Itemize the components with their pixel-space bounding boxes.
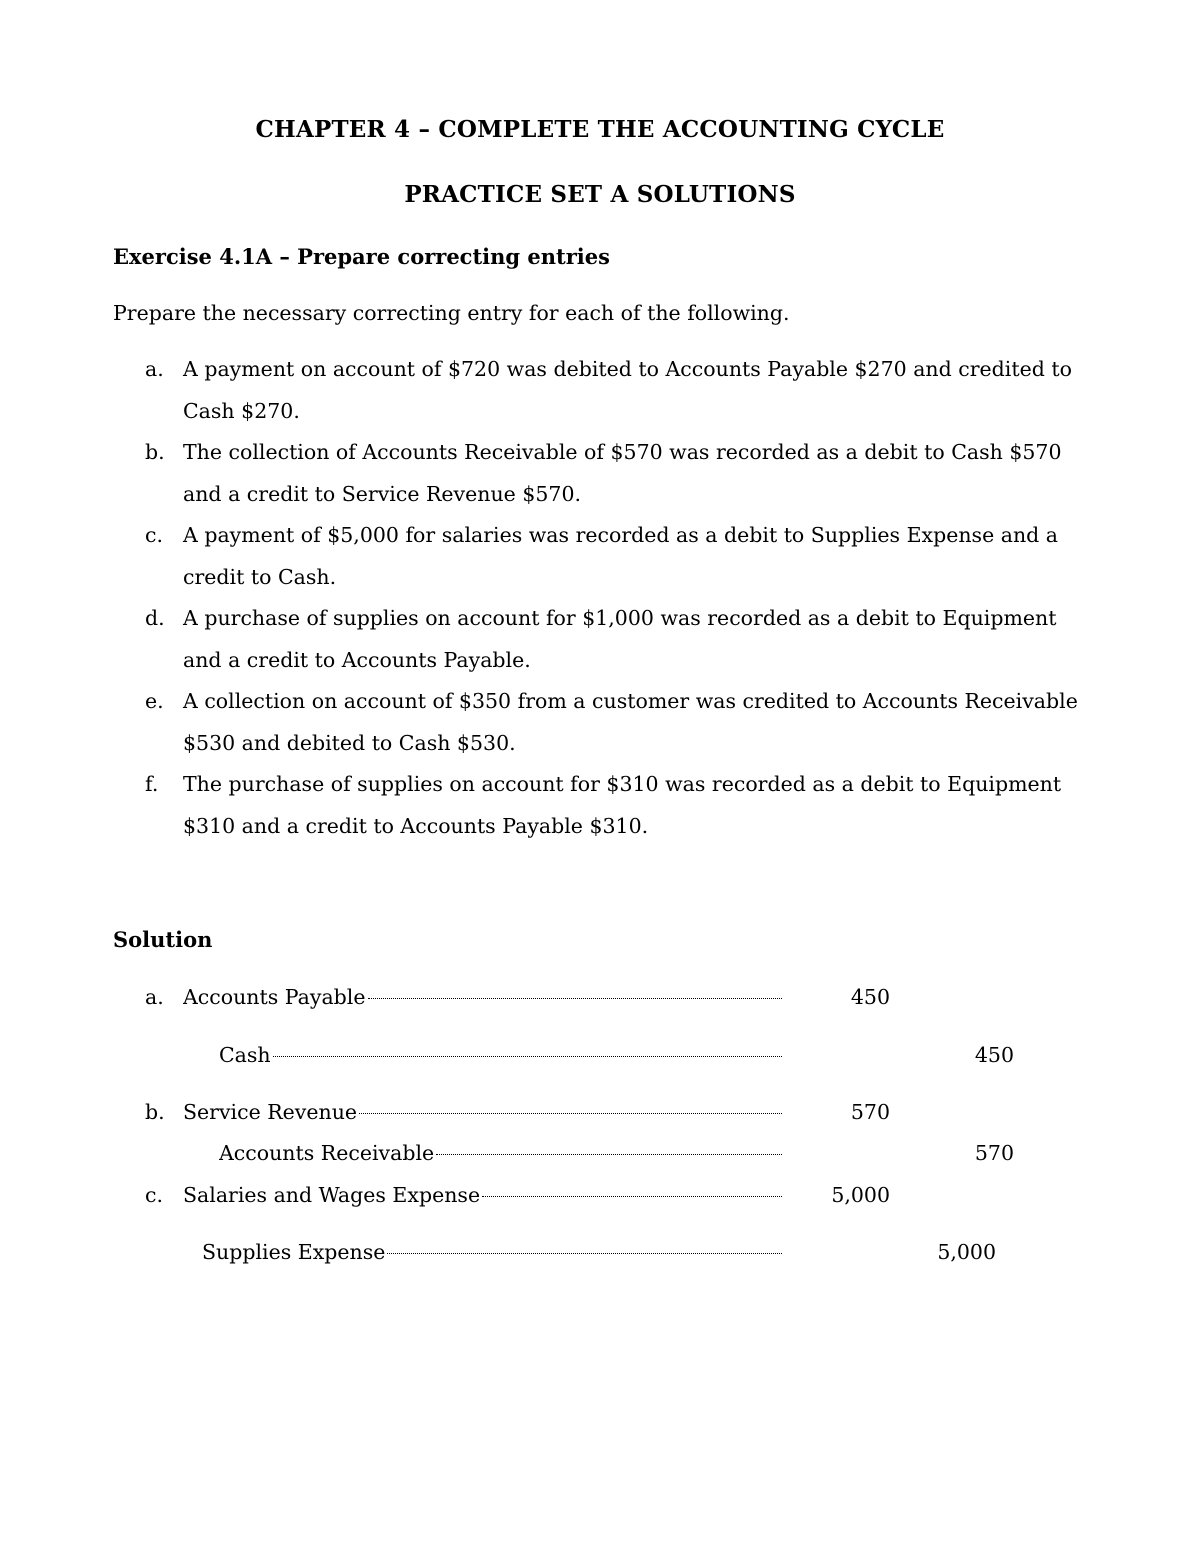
list-item <box>145 598 1095 681</box>
list-item <box>145 515 1095 598</box>
entry-account <box>219 1139 782 1167</box>
solution-heading: Solution <box>113 927 213 952</box>
credit-amount: 450 <box>974 1043 1014 1067</box>
dot-leader <box>359 1112 782 1114</box>
credit-amount: 570 <box>974 1141 1014 1165</box>
entry-marker: c. <box>145 1183 163 1207</box>
journal-entry-row <box>0 983 1200 1011</box>
list-marker: d. <box>145 606 165 630</box>
debit-amount: 450 <box>850 985 890 1009</box>
dot-leader <box>273 1055 782 1057</box>
account-name: Accounts Receivable <box>219 1141 435 1165</box>
list-item <box>145 681 1095 764</box>
list-item-text: A collection on account of $350 from a customer was credited to Accounts Receivable $530 and debited to Cash $530. <box>183 689 1078 755</box>
entry-account <box>202 1238 782 1266</box>
entry-marker: b. <box>145 1100 165 1124</box>
debit-amount: 570 <box>850 1100 890 1124</box>
debit-amount: 5,000 <box>831 1183 890 1207</box>
dot-leader <box>436 1153 782 1155</box>
entry-account <box>219 1041 782 1069</box>
journal-entry-row <box>0 1139 1200 1167</box>
journal-entry-row <box>0 1041 1200 1069</box>
account-name: Accounts Payable <box>183 985 366 1009</box>
exercise-heading: Exercise 4.1A – Prepare correcting entries <box>113 244 610 269</box>
journal-entry-row <box>0 1181 1200 1209</box>
entry-marker: a. <box>145 985 164 1009</box>
account-name: Salaries and Wages Expense <box>183 1183 481 1207</box>
list-marker: e. <box>145 689 164 713</box>
list-item-text: The collection of Accounts Receivable of $570 was recorded as a debit to Cash $570 and a credit to Service Revenue $570. <box>183 440 1062 506</box>
account-name: Service Revenue <box>183 1100 358 1124</box>
list-marker: f. <box>145 772 159 796</box>
practice-set-subtitle: PRACTICE SET A SOLUTIONS <box>404 181 796 208</box>
list-item-text: A payment of $5,000 for salaries was recorded as a debit to Supplies Expense and a credit to Cash. <box>183 523 1059 589</box>
list-item-text: A payment on account of $720 was debited to Accounts Payable $270 and credited to Cash $270. <box>183 357 1072 423</box>
list-item-text: The purchase of supplies on account for $310 was recorded as a debit to Equipment $310 and a credit to Accounts Payable $310. <box>183 772 1062 838</box>
instructions-text: Prepare the necessary correcting entry for each of the following. <box>113 301 790 325</box>
credit-amount: 5,000 <box>937 1240 996 1264</box>
list-marker: a. <box>145 357 164 381</box>
journal-entry-row <box>0 1238 1200 1266</box>
list-item-text: A purchase of supplies on account for $1,000 was recorded as a debit to Equipment and a credit to Accounts Payable. <box>183 606 1057 672</box>
list-item <box>145 764 1095 847</box>
list-item <box>145 432 1095 515</box>
dot-leader <box>387 1252 782 1254</box>
list-marker: b. <box>145 440 165 464</box>
account-name: Cash <box>219 1043 271 1067</box>
list-item <box>145 349 1095 432</box>
journal-entry-row <box>0 1098 1200 1126</box>
entry-account <box>183 1181 782 1209</box>
list-marker: c. <box>145 523 163 547</box>
dot-leader <box>368 997 783 999</box>
account-name: Supplies Expense <box>202 1240 386 1264</box>
chapter-title: CHAPTER 4 – COMPLETE THE ACCOUNTING CYCLE <box>255 116 945 143</box>
entry-account <box>183 983 782 1011</box>
entry-account <box>183 1098 782 1126</box>
dot-leader <box>482 1195 782 1197</box>
